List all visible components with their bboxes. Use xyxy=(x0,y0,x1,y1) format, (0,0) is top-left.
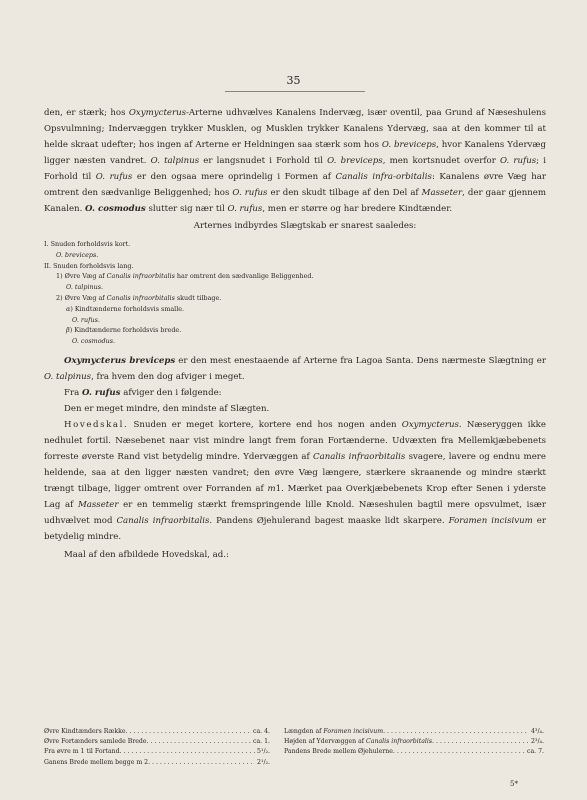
key-species: O. breviceps. xyxy=(56,250,99,259)
text-segment: , men er større og har bredere Kindtænder. xyxy=(262,204,453,214)
measure-row xyxy=(44,758,270,768)
leader-dots xyxy=(120,747,255,757)
measure-row xyxy=(284,747,544,757)
kinship-heading: Arternes indbyrdes Slægtskab er snarest saaledes: xyxy=(193,221,417,231)
italic-term: O. rufus xyxy=(499,156,537,166)
key-row xyxy=(44,336,546,347)
key-term: β xyxy=(66,326,70,335)
measure-label xyxy=(284,737,432,747)
key-species: O. rufus. xyxy=(72,315,100,324)
italic-term: O. rufus xyxy=(232,188,268,198)
text-segment: den, er stærk; hos xyxy=(44,108,129,118)
species-lead: Oxymycterus breviceps xyxy=(64,355,176,366)
measure-label xyxy=(284,727,383,737)
measure-row xyxy=(44,747,270,757)
bold-term xyxy=(85,204,146,214)
paragraph-differs: Fra O. rufus afviger den i følgende: xyxy=(64,387,222,398)
key-text: ) Kindtænderne forholdsvis smalle. xyxy=(70,304,185,313)
measure-label: Ganens Brede mellem begge m 2 xyxy=(44,758,149,766)
measure-row xyxy=(44,737,270,747)
paragraph-species-comparison xyxy=(44,105,546,217)
italic-term: Oxymycterus xyxy=(128,108,187,118)
key-text: II. Snuden forholdsvis lang. xyxy=(44,261,134,270)
species-key xyxy=(44,239,546,347)
text-segment: er den skudt tilbage af den Del af xyxy=(267,188,422,198)
skull-heading: Hovedskal. xyxy=(64,419,129,430)
leader-dots xyxy=(393,747,525,757)
key-row xyxy=(44,315,546,326)
key-text: skudt tilbage. xyxy=(174,293,222,302)
measure-heading: Maal af den afbildede Hovedskal, ad.: xyxy=(64,549,229,560)
italic-term: O. breviceps xyxy=(327,156,383,166)
text-segment: er langsnudet i Forhold til xyxy=(199,156,328,166)
key-species: O. talpinus. xyxy=(66,283,104,292)
italic-term: O. rufus xyxy=(227,204,263,214)
italic-term: O. talpinus xyxy=(150,156,200,166)
leader-dots xyxy=(432,737,529,747)
measure-value: 2¹/₂. xyxy=(257,758,270,766)
header-rule xyxy=(225,91,365,92)
measure-label: Øvre Fortænders samlede Brede xyxy=(44,738,147,746)
key-row xyxy=(44,304,546,315)
key-term: Canalis infraorbitalis xyxy=(106,293,175,302)
measure-value: 5¹/₂. xyxy=(257,748,270,756)
text-segment: : Kanalens øvre Væg har omtrent den sædvanlige Beliggenhed; hos xyxy=(44,172,546,198)
key-text: I. Snuden forholdsvis kort. xyxy=(44,240,131,248)
key-row xyxy=(44,250,546,261)
leader-dots xyxy=(126,727,252,737)
italic-term: Masseter xyxy=(421,188,463,198)
measurements-left xyxy=(44,727,270,768)
measure-label xyxy=(284,747,393,757)
key-term: α xyxy=(66,304,71,313)
key-row xyxy=(44,325,546,336)
measure-label: Øvre Kindtænders Række xyxy=(44,728,126,735)
text-segment: ; i Forhold til xyxy=(44,156,546,182)
key-text: 2) Øvre Væg af xyxy=(56,293,107,302)
text-segment: -Arterne udhvælves Kanalens Indervæg, især oventil, paa Grund af Næseshulens Opsvulmning; Indervæggen trykker Musklen, og Musklen trykker Kanalens Ydervæg, saa at den kommer til at helde skraat udefter; hos ingen af Arterne er Heldningen saa stærk som hos xyxy=(44,108,546,150)
text-segment: , men kortsnudet overfor xyxy=(382,156,500,166)
measure-value: 4³/₄. xyxy=(531,728,544,735)
body-text xyxy=(44,105,546,563)
paragraph-breviceps: Oxymycterus breviceps er den mest enestaaende af Arterne fra Lagoa Santa. Dens nærmeste Slægtning er O. talpinus, fra hvem den dog afviger i meget. xyxy=(44,355,546,382)
key-text: ) Kindtænderne forholdsvis brede. xyxy=(69,326,182,335)
measure-term: Canalis infraorbitalis xyxy=(366,738,433,746)
measure-label: Fra øvre m 1 til Fortand xyxy=(44,748,120,756)
measure-row xyxy=(44,727,270,737)
italic-term: O. rufus xyxy=(95,172,133,182)
measure-value: 2³/₄. xyxy=(531,738,544,746)
text-segment: slutter sig nær til xyxy=(145,204,228,214)
key-row xyxy=(44,293,546,304)
measure-value: ca. 4. xyxy=(253,728,270,735)
page-number: 35 xyxy=(286,74,301,87)
measure-value: ca. 7. xyxy=(527,748,544,756)
measure-value: ca. 1. xyxy=(253,738,270,746)
text-segment: , der gaar gjennem Kanalen. xyxy=(44,188,547,214)
key-row xyxy=(44,282,546,293)
key-row xyxy=(44,239,546,250)
measure-text: Længden af xyxy=(284,728,324,735)
leader-dots xyxy=(147,737,251,747)
key-text: 1) Øvre Væg af xyxy=(56,272,107,281)
leader-dots xyxy=(383,727,529,737)
measure-row xyxy=(284,737,544,747)
key-species: O. cosmodus. xyxy=(72,337,116,346)
paragraph-size: Den er meget mindre, den mindste af Slægten. xyxy=(64,403,270,414)
key-text: har omtrent den sædvanlige Beliggenhed. xyxy=(174,272,314,281)
measure-text: Højden af Ydervæggen af xyxy=(284,738,367,746)
measure-term: Foramen incisivum xyxy=(323,728,384,735)
text-segment: er den ogsaa mere oprindelig i Formen af xyxy=(132,172,336,182)
text-segment: , hvor Kanalens Ydervæg ligger næsten vandret. xyxy=(44,140,546,166)
key-term: Canalis infraorbitalis xyxy=(106,272,175,281)
key-row xyxy=(44,261,546,272)
measure-row xyxy=(284,727,544,737)
signature-mark: 5* xyxy=(510,780,518,788)
paragraph-skull: Hovedskal. Snuden er meget kortere, kortere end hos nogen anden Oxymycterus. Næseryggen ikke nedhulet fortil. Næsebenet naar vist mindre langt frem foran Fortænderne. Udvæxten fra Mellemkjæbebenets forreste øverste Rand vist betydelig mindre. Ydervæggen af Canalis infraorbitalis svagere, lavere og endnu mere heldende, saa at den ligger næsten vandret; den øvre Væg længere, stærkere skraanende og mindre stærkt trængt tilbage, ligger omtrent over Forranden af m1. Mærket paa Overkjæbebenets Krop efter Senen i yderste Lag af Masseter er en temmelig stærkt fremspringende lille Knold. Næseshulen bagtil mere opsvulmet, især udhvælvet mod Canalis infraorbitalis. Pandens Øjehulerand bagest maaske lidt skarpere. Foramen incisivum er betydelig mindre. xyxy=(44,419,546,542)
italic-term: O. cosmodus xyxy=(85,204,146,214)
leader-dots xyxy=(148,758,255,768)
italic-term: Canalis infra-orbitalis xyxy=(335,172,432,182)
measurements-right xyxy=(284,727,544,758)
measure-text: Pandens Brede mellem Øjehulerne xyxy=(284,748,393,756)
italic-term: O. breviceps xyxy=(381,140,437,150)
key-row xyxy=(44,271,546,282)
